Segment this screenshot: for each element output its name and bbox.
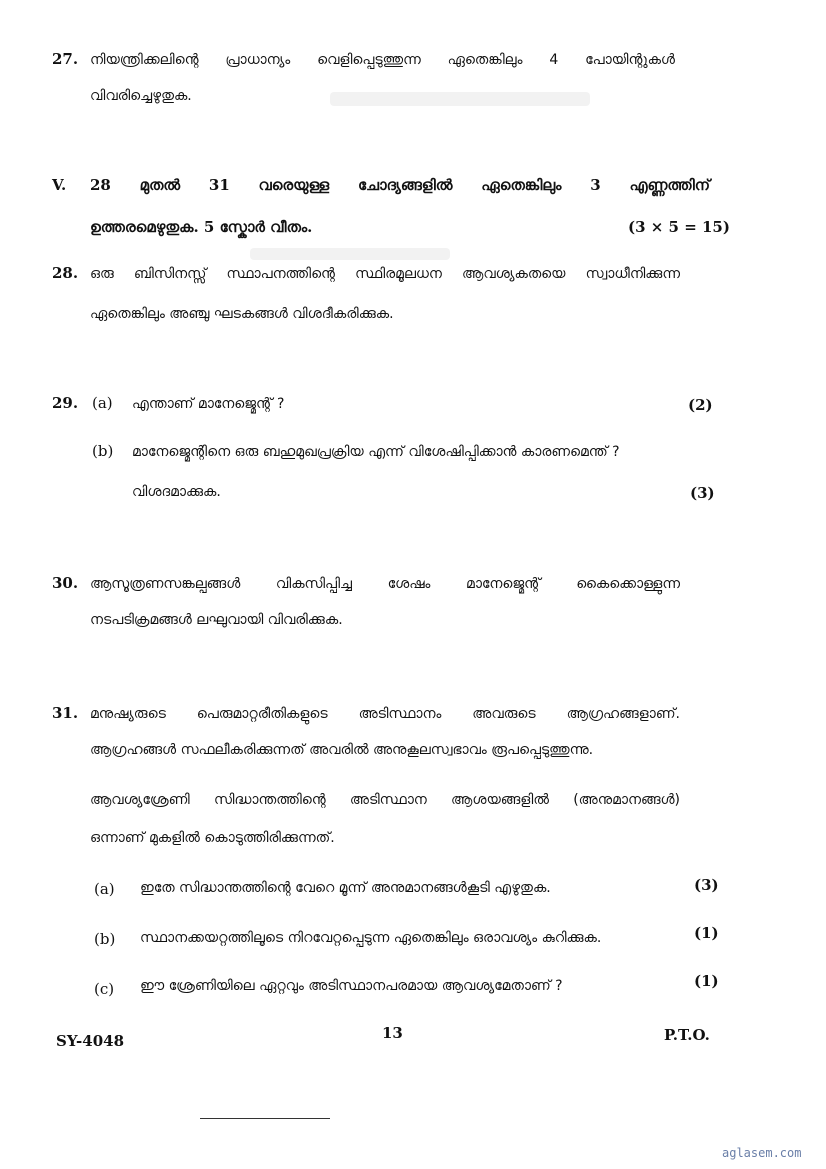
show-through-mark — [330, 92, 590, 106]
question-30-line-1: ആസൂത്രണസങ്കല്പങ്ങൾ വികസിപ്പിച്ച ശേഷം മാനേജ്മെന്റ് കൈക്കൊള്ളുന്ന — [90, 576, 680, 592]
question-29b-line-2: വിശദമാക്കുക. — [132, 484, 221, 500]
question-29b-label: (b) — [92, 442, 114, 460]
watermark-text: aglasem.com — [722, 1146, 802, 1160]
section-5-marks: (3 × 5 = 15) — [628, 218, 730, 236]
question-31a-marks: (3) — [694, 876, 719, 894]
question-31c-text: ഈ ശ്രേണിയിലെ ഏറ്റവും അടിസ്ഥാനപരമായ ആവശ്യമേതാണ് ? — [140, 978, 563, 994]
question-29a-label: (a) — [92, 394, 113, 412]
question-31-line-3: ആവശ്യശ്രേണി സിദ്ധാന്തത്തിന്റെ അടിസ്ഥാന ആശയങ്ങളിൽ (അനുമാനങ്ങൾ) — [90, 792, 680, 808]
question-31b-label: (b) — [94, 930, 116, 948]
question-29a-marks: (2) — [688, 396, 713, 414]
question-31-line-2: ആഗ്രഹങ്ങൾ സഫലീകരിക്കുന്നത് അവരിൽ അനുകൂലസ്വഭാവം രൂപപ്പെടുത്തുന്നു. — [90, 742, 594, 758]
pto-label: P.T.O. — [664, 1026, 710, 1044]
question-28-line-1: ഒരു ബിസിനസ്സ് സ്ഥാപനത്തിന്റെ സ്ഥിരമൂലധന ആവശ്യകതയെ സ്വാധീനിക്കുന്ന — [90, 266, 680, 282]
show-through-mark — [250, 248, 450, 260]
paper-code: SY-4048 — [56, 1032, 125, 1050]
question-27-line-2: വിവരിച്ചെഴുതുക. — [90, 88, 192, 104]
question-31-line-4: ഒന്നാണ് മുകളിൽ കൊടുത്തിരിക്കുന്നത്. — [90, 830, 335, 846]
question-31b-marks: (1) — [694, 924, 719, 942]
question-30-number: 30. — [52, 574, 79, 592]
question-29b-marks: (3) — [690, 484, 715, 502]
question-27-line-1: നിയന്ത്രിക്കലിന്റെ പ്രാധാന്യം വെളിപ്പെടുത്തുന്ന ഏതെങ്കിലും 4 പോയിന്റുകൾ — [90, 52, 675, 68]
question-31a-label: (a) — [94, 880, 115, 898]
question-31c-marks: (1) — [694, 972, 719, 990]
question-28-number: 28. — [52, 264, 79, 282]
question-31b-text: സ്ഥാനക്കയറ്റത്തിലൂടെ നിറവേറ്റപ്പെടുന്ന ഏതെങ്കിലും ഒരാവശ്യം കുറിക്കുക. — [140, 930, 602, 946]
question-30-line-2: നടപടിക്രമങ്ങൾ ലഘുവായി വിവരിക്കുക. — [90, 612, 343, 628]
page-number: 13 — [382, 1024, 403, 1042]
section-5-instruction-line-2: ഉത്തരമെഴുതുക. 5 സ്കോർ വീതം. — [90, 218, 313, 236]
question-29a-text: എന്താണ് മാനേജ്മെന്റ് ? — [132, 396, 285, 412]
section-5-instruction-line-1: 28 മുതൽ 31 വരെയുള്ള ചോദ്യങ്ങളിൽ ഏതെങ്കിലും 3 എണ്ണത്തിന് — [90, 176, 710, 194]
question-31-line-1: മനുഷ്യരുടെ പെരുമാറ്റരീതികളുടെ അടിസ്ഥാനം അവരുടെ ആഗ്രഹങ്ങളാണ്. — [90, 706, 680, 722]
bottom-rule — [200, 1118, 330, 1119]
question-31-number: 31. — [52, 704, 79, 722]
question-27-number: 27. — [52, 50, 79, 68]
section-5-number: V. — [52, 176, 67, 194]
question-29-number: 29. — [52, 394, 79, 412]
question-31c-label: (c) — [94, 980, 115, 998]
question-31a-text: ഇതേ സിദ്ധാന്തത്തിന്റെ വേറെ മൂന്ന് അനുമാനങ്ങൾകൂടി എഴുതുക. — [140, 880, 551, 896]
question-29b-line-1: മാനേജ്മെന്റിനെ ഒരു ബഹുമുഖപ്രക്രിയ എന്ന് വിശേഷിപ്പിക്കാൻ കാരണമെന്ത് ? — [132, 444, 620, 460]
question-28-line-2: ഏതെങ്കിലും അഞ്ചു ഘടകങ്ങൾ വിശദീകരിക്കുക. — [90, 306, 394, 322]
